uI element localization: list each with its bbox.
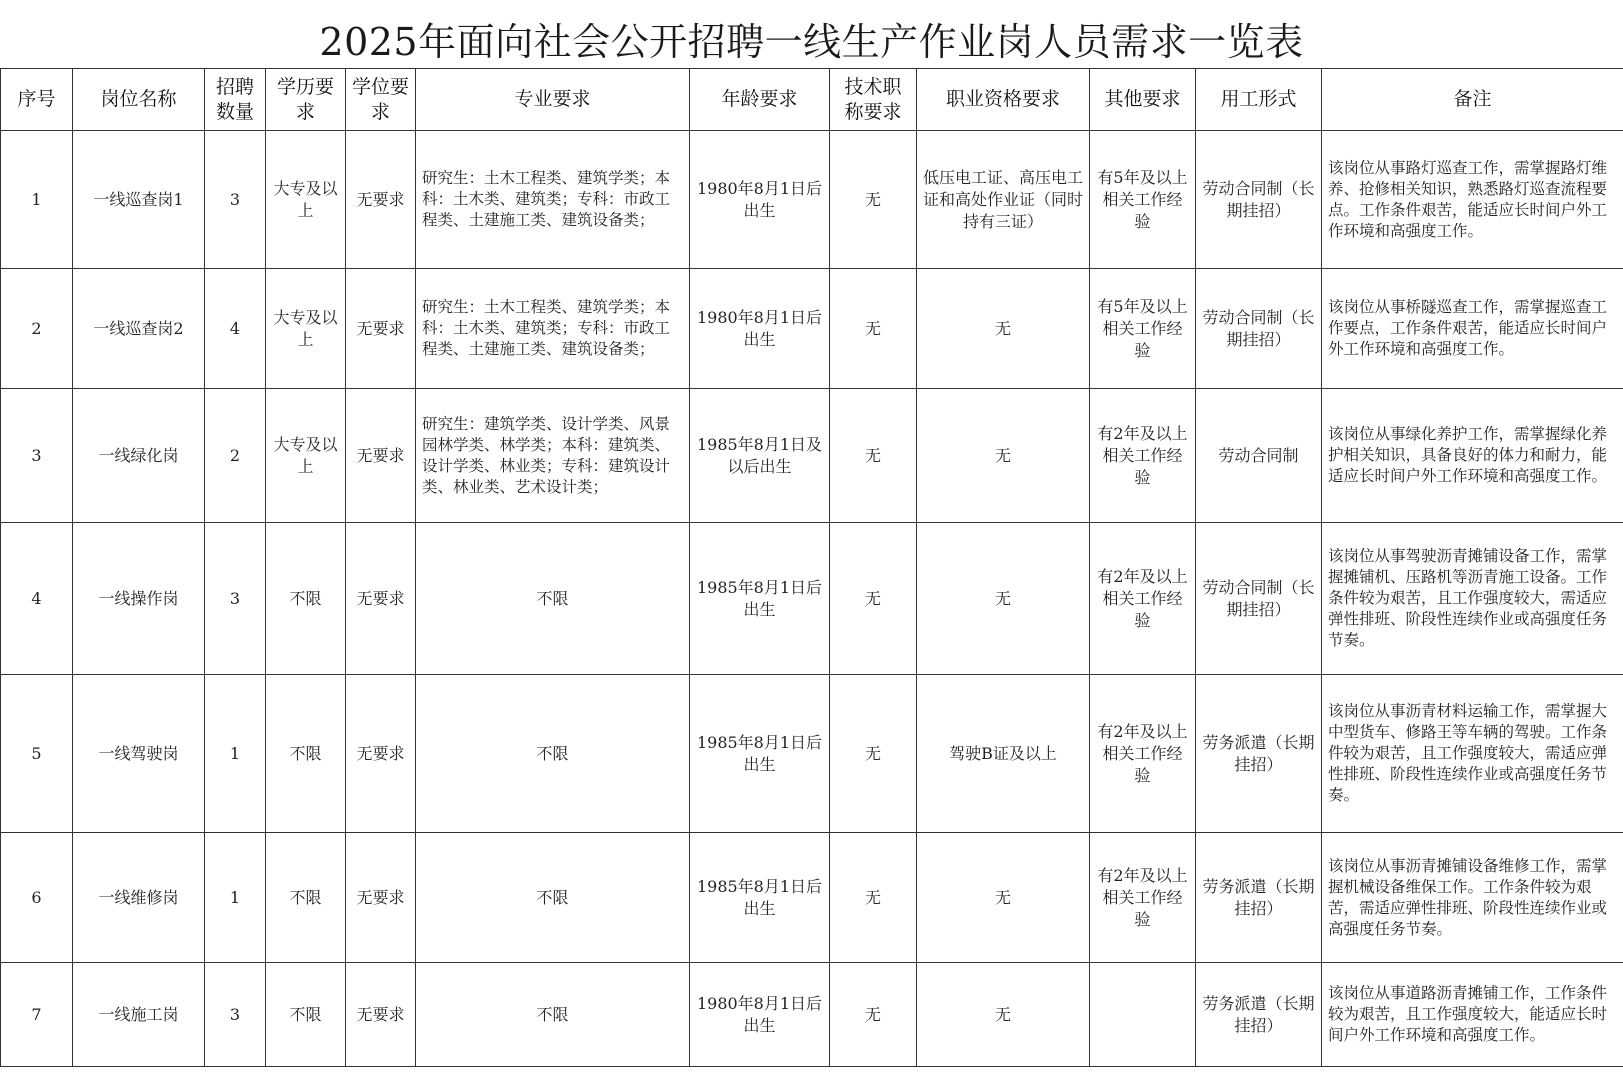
header-title: 技术职称要求 [830, 69, 917, 131]
cell-edu: 不限 [266, 963, 346, 1067]
cell-title: 无 [830, 833, 917, 963]
cell-title: 无 [830, 675, 917, 833]
header-form: 用工形式 [1196, 69, 1322, 131]
cell-major: 研究生：土木工程类、建筑学类；本科：土木类、建筑类；专科：市政工程类、土建施工类、建筑设备类； [416, 269, 690, 389]
cell-other: 有2年及以上相关工作经验 [1090, 389, 1196, 523]
cell-age: 1985年8月1日及以后出生 [690, 389, 830, 523]
header-no: 序号 [1, 69, 73, 131]
cell-name: 一线巡查岗1 [73, 131, 205, 269]
cell-note: 该岗位从事桥隧巡查工作，需掌握巡查工作要点，工作条件艰苦，能适应长时间户外工作环境和高强度工作。 [1322, 269, 1623, 389]
table-row [1, 131, 1623, 269]
page-title: 2025年面向社会公开招聘一线生产作业岗人员需求一览表 [319, 20, 1304, 64]
header-age: 年龄要求 [690, 69, 830, 131]
cell-form: 劳务派遣（长期挂招） [1196, 963, 1322, 1067]
cell-note: 该岗位从事驾驶沥青摊铺设备工作，需掌握摊铺机、压路机等沥青施工设备。工作条件较为艰苦，且工作强度较大，需适应弹性排班、阶段性连续作业或高强度任务节奏。 [1322, 523, 1623, 675]
cell-form: 劳务派遣（长期挂招） [1196, 833, 1322, 963]
cell-major: 不限 [416, 523, 690, 675]
cell-no: 5 [1, 675, 73, 833]
cell-age: 1985年8月1日后出生 [690, 523, 830, 675]
cell-cert: 驾驶B证及以上 [917, 675, 1090, 833]
table-row [1, 269, 1623, 389]
header-edu: 学历要求 [266, 69, 346, 131]
cell-note: 该岗位从事沥青摊铺设备维修工作，需掌握机械设备维保工作。工作条件较为艰苦，需适应弹性排班、阶段性连续作业或高强度任务节奏。 [1322, 833, 1623, 963]
cell-cert: 低压电工证、高压电工证和高处作业证（同时持有三证） [917, 131, 1090, 269]
cell-major: 研究生：土木工程类、建筑学类；本科：土木类、建筑类；专科：市政工程类、土建施工类、建筑设备类； [416, 131, 690, 269]
cell-degree: 无要求 [346, 389, 416, 523]
cell-other: 有2年及以上相关工作经验 [1090, 833, 1196, 963]
cell-age: 1980年8月1日后出生 [690, 269, 830, 389]
table-row [1, 389, 1623, 523]
cell-count: 3 [205, 523, 266, 675]
cell-name: 一线绿化岗 [73, 389, 205, 523]
header-count: 招聘数量 [205, 69, 266, 131]
cell-count: 4 [205, 269, 266, 389]
cell-count: 2 [205, 389, 266, 523]
cell-age: 1980年8月1日后出生 [690, 963, 830, 1067]
cell-title: 无 [830, 963, 917, 1067]
cell-major: 不限 [416, 963, 690, 1067]
cell-degree: 无要求 [346, 523, 416, 675]
cell-count: 3 [205, 131, 266, 269]
cell-degree: 无要求 [346, 131, 416, 269]
cell-age: 1985年8月1日后出生 [690, 833, 830, 963]
table-row [1, 675, 1623, 833]
cell-major: 不限 [416, 833, 690, 963]
cell-major: 不限 [416, 675, 690, 833]
cell-cert: 无 [917, 523, 1090, 675]
cell-cert: 无 [917, 269, 1090, 389]
cell-edu: 不限 [266, 523, 346, 675]
cell-edu: 大专及以上 [266, 269, 346, 389]
header-degree: 学位要求 [346, 69, 416, 131]
table-row [1, 833, 1623, 963]
cell-count: 1 [205, 833, 266, 963]
cell-other: 有5年及以上相关工作经验 [1090, 269, 1196, 389]
header-cert: 职业资格要求 [917, 69, 1090, 131]
header-note: 备注 [1322, 69, 1623, 131]
cell-name: 一线施工岗 [73, 963, 205, 1067]
cell-no: 6 [1, 833, 73, 963]
cell-form: 劳动合同制 [1196, 389, 1322, 523]
table-header-row [1, 69, 1623, 131]
cell-count: 3 [205, 963, 266, 1067]
cell-no: 7 [1, 963, 73, 1067]
cell-title: 无 [830, 269, 917, 389]
cell-no: 4 [1, 523, 73, 675]
cell-name: 一线维修岗 [73, 833, 205, 963]
cell-edu: 大专及以上 [266, 131, 346, 269]
cell-major: 研究生：建筑学类、设计学类、风景园林学类、林学类；本科：建筑类、设计学类、林业类；专科：建筑设计类、林业类、艺术设计类； [416, 389, 690, 523]
cell-name: 一线驾驶岗 [73, 675, 205, 833]
cell-edu: 不限 [266, 833, 346, 963]
cell-title: 无 [830, 131, 917, 269]
cell-cert: 无 [917, 833, 1090, 963]
cell-form: 劳动合同制（长期挂招） [1196, 269, 1322, 389]
cell-title: 无 [830, 523, 917, 675]
header-major: 专业要求 [416, 69, 690, 131]
table-row [1, 523, 1623, 675]
cell-other [1090, 963, 1196, 1067]
cell-no: 1 [1, 131, 73, 269]
recruitment-table [0, 68, 1623, 1067]
cell-name: 一线巡查岗2 [73, 269, 205, 389]
cell-other: 有2年及以上相关工作经验 [1090, 523, 1196, 675]
cell-note: 该岗位从事绿化养护工作，需掌握绿化养护相关知识，具备良好的体力和耐力，能适应长时间户外工作环境和高强度工作。 [1322, 389, 1623, 523]
cell-form: 劳动合同制（长期挂招） [1196, 523, 1322, 675]
cell-no: 3 [1, 389, 73, 523]
cell-cert: 无 [917, 963, 1090, 1067]
cell-degree: 无要求 [346, 675, 416, 833]
cell-edu: 大专及以上 [266, 389, 346, 523]
cell-age: 1980年8月1日后出生 [690, 131, 830, 269]
cell-note: 该岗位从事沥青材料运输工作，需掌握大中型货车、修路王等车辆的驾驶。工作条件较为艰苦，且工作强度较大，需适应弹性排班、阶段性连续作业或高强度任务节奏。 [1322, 675, 1623, 833]
cell-edu: 不限 [266, 675, 346, 833]
cell-degree: 无要求 [346, 963, 416, 1067]
cell-form: 劳务派遣（长期挂招） [1196, 675, 1322, 833]
cell-age: 1985年8月1日后出生 [690, 675, 830, 833]
cell-cert: 无 [917, 389, 1090, 523]
cell-count: 1 [205, 675, 266, 833]
header-other: 其他要求 [1090, 69, 1196, 131]
cell-name: 一线操作岗 [73, 523, 205, 675]
header-name: 岗位名称 [73, 69, 205, 131]
cell-other: 有2年及以上相关工作经验 [1090, 675, 1196, 833]
cell-form: 劳动合同制（长期挂招） [1196, 131, 1322, 269]
table-row [1, 963, 1623, 1067]
cell-degree: 无要求 [346, 269, 416, 389]
cell-no: 2 [1, 269, 73, 389]
cell-other: 有5年及以上相关工作经验 [1090, 131, 1196, 269]
cell-degree: 无要求 [346, 833, 416, 963]
cell-title: 无 [830, 389, 917, 523]
cell-note: 该岗位从事道路沥青摊铺工作，工作条件较为艰苦，且工作强度较大，能适应长时间户外工作环境和高强度工作。 [1322, 963, 1623, 1067]
cell-note: 该岗位从事路灯巡查工作，需掌握路灯维养、抢修相关知识，熟悉路灯巡查流程要点。工作条件艰苦，能适应长时间户外工作环境和高强度工作。 [1322, 131, 1623, 269]
